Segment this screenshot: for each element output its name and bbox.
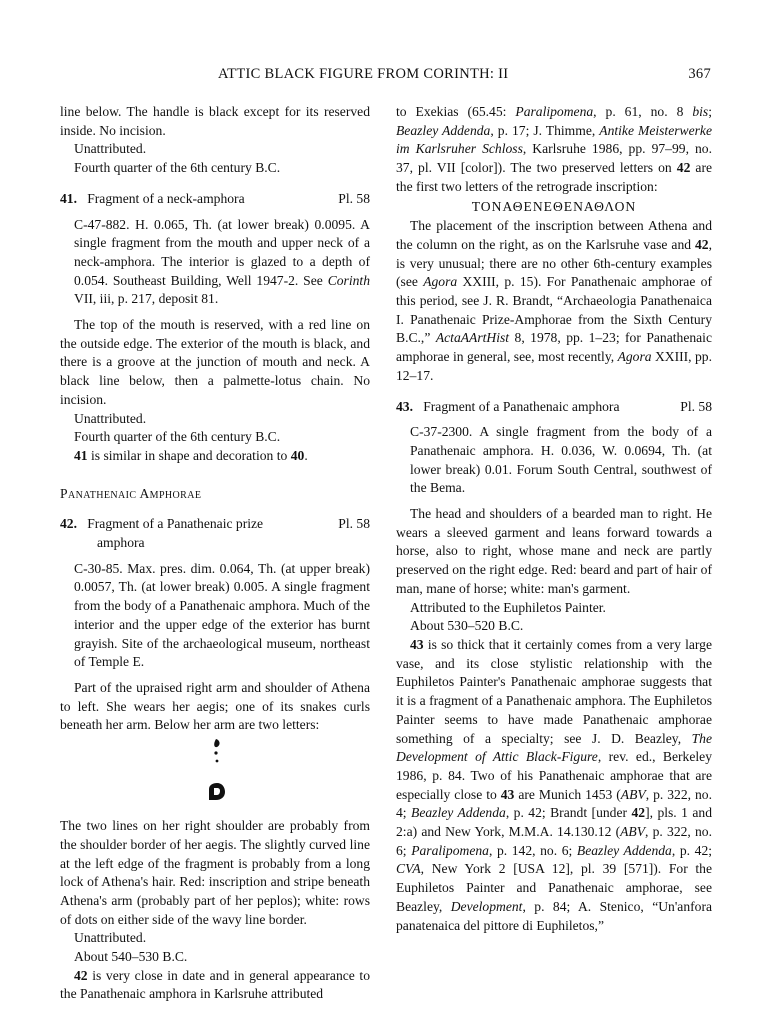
entry-41-comparison: 41 is similar in shape and decoration to 40. — [74, 447, 308, 463]
inscription-letters-drawing — [60, 735, 370, 817]
continued-text: line below. The handle is black except for its reserved inside. No incision. — [60, 104, 370, 138]
entry-41-heading — [60, 190, 370, 209]
entry-41-plate: Pl. 58 — [338, 190, 370, 206]
entry-43-plate: Pl. 58 — [680, 398, 712, 414]
page-header — [60, 66, 711, 88]
entry-42-date: About 540–530 B.C. — [74, 949, 188, 965]
running-title: ATTIC BLACK FIGURE FROM CORINTH: II — [218, 66, 509, 82]
entry-42-comparison: 42 is very close in date and in general appearance to the Panathenaic amphora in Karlsruhe attributed — [60, 967, 371, 1002]
entry-43-discussion: 43 is so thick that it certainly comes from a very large vase, and its close stylistic relationship with the Euphiletos Painter's Panathenaic amphorae suggests that it is a fragment of a Panathenaic amphora. The Euphiletos Painter seems to have made Panathenaic amphorae something of a specialty; see J. D. Beazley, The Development of Attic Black-Figure, rev. ed., Berkeley 1986, p. 84. Two of his Panathenaic amphorae that are especially close to 43 are Munich 1453 (ABV, p. 322, no. 4; Beazley Addenda, p. 42; Brandt [under 42], pls. 1 and 2:a) and New York, M.M.A. 14.130.12 (ABV, p. 322, no. 6; Paralipomena, p. 142, no. 6; Beazley Addenda, p. 42; CVA, New York 2 [USA 12], pl. 39 [571]). For the Euphiletos Painter and Panathenaic amphorae, see Beazley, Development, p. 84; A. Stenico, “Un'anfora panatenaica del pittore di Euphiletos,” — [396, 636, 713, 933]
entry-41-date: Fourth quarter of the 6th century B.C. — [74, 429, 281, 445]
entry-42-description: Part of the upraised right arm and shoulder of Athena to left. She wears her aegis; one of its snakes curls beneath her arm. Below her arm are two letters: — [60, 679, 370, 733]
retrograde-inscription: ΤΟΝΑΘΕΝΕΘΕΝΑΘΛΟΝ — [471, 198, 637, 214]
entry-43-attribution: Attributed to the Euphiletos Painter. — [410, 599, 606, 615]
entry-41-number: 41. — [60, 190, 77, 206]
letters-sketch-icon — [200, 735, 230, 817]
entry-41-description: The top of the mouth is reserved, with a red line on the outside edge. The exterior of the mouth is black, and there is a groove at the junction of mouth and neck. A black line below, then a palmette-lotus chain. No incision. — [60, 317, 370, 407]
entry-42-title: Fragment of a Panathenaic prize — [87, 516, 264, 532]
entry-42-attribution: Unattributed. — [74, 930, 147, 946]
right-column — [396, 103, 712, 935]
entry-43-title: Fragment of a Panathenaic amphora — [423, 398, 620, 414]
continued-date: Fourth quarter of the 6th century B.C. — [74, 160, 281, 176]
entry-42-number: 42. — [60, 516, 77, 532]
entry-41-title: Fragment of a neck-amphora — [87, 190, 245, 206]
entry-42-description-2: The two lines on her right shoulder are probably from the shoulder border of her aegis. The slightly curved line at the left edge of the fragment is probably from a long lock of Athena's hair. Red: inscription and stripe beneath Athena's arm (probably part of her peplos); white: rows of dots on either side of the wavy line border. — [60, 818, 370, 927]
entry-43-description: The head and shoulders of a bearded man to right. He wears a sleeved garment and leans forward towards a horse, also to right, whose mane and neck are partly preserved on the right edge. Red: beard and part of hair of man, mane of horse; white: man's garment. — [396, 506, 712, 596]
entry-42-catalogue: C-30-85. Max. pres. dim. 0.064, Th. (at upper break) 0.0057, Th. (at lower break) 0.005. A single fragment from the body of a Panathenaic amphora. Much of the interior and the upper edge of the exterior has burnt grayish. Site of the archaeological museum, northeast of Temple E. — [74, 560, 370, 670]
entry-42-heading — [60, 515, 370, 552]
entry-41-catalogue: C-47-882. H. 0.065, Th. (at lower break) 0.0095. A single fragment from the mouth and upper neck of a neck-amphora. The interior is glazed to a depth of 0.054. Southeast Building, Well 1947-2. See Corinth VII, iii, p. 217, deposit 81. — [74, 216, 370, 307]
entry-43-catalogue: C-37-2300. A single fragment from the body of a Panathenaic amphora. H. 0.036, W. 0.0694, Th. (at lower break) 0.01. Forum South Central, southwest of the Bema. — [410, 424, 712, 496]
entry-43-date: About 530–520 B.C. — [410, 618, 524, 634]
entry-41-attribution: Unattributed. — [74, 410, 147, 426]
entry-43-heading — [396, 398, 712, 417]
entry-42-title-cont: amphora — [97, 535, 145, 551]
continued-attribution: Unattributed. — [74, 141, 147, 157]
section-heading: Panathenaic Amphorae — [60, 485, 202, 501]
entry-42-comparison-cont: to Exekias (65.45: Paralipomena, p. 61, no. 8 bis; Beazley Addenda, p. 17; J. Thimme, Antike Meisterwerke im Karlsruher Schloss, Karlsruhe 1986, pp. 97–99, no. 37, pl. VII [color]). The two preserved letters on 42 are the first two letters of the retrograde inscription: — [396, 104, 713, 194]
placement-paragraph: The placement of the inscription between Athena and the column on the right, as on the Karlsruhe vase and 42, is very unusual; there are no other 6th-century examples (see Agora XXIII, p. 15). For Panathenaic amphorae of this period, see J. R. Brandt, “Archaeologia Panathenaica I. Panathenaic Prize-Amphorae from the Sixth Century B.C.,” ActaAArtHist 8, 1978, pp. 1–23; for Panathenaic amphorae in general, see, most recently, Agora XXIII, pp. 12–17. — [396, 218, 712, 383]
entry-42-plate: Pl. 58 — [338, 516, 370, 532]
entry-43-number: 43. — [396, 398, 413, 414]
page-number: 367 — [688, 66, 711, 82]
left-column — [60, 103, 370, 1004]
